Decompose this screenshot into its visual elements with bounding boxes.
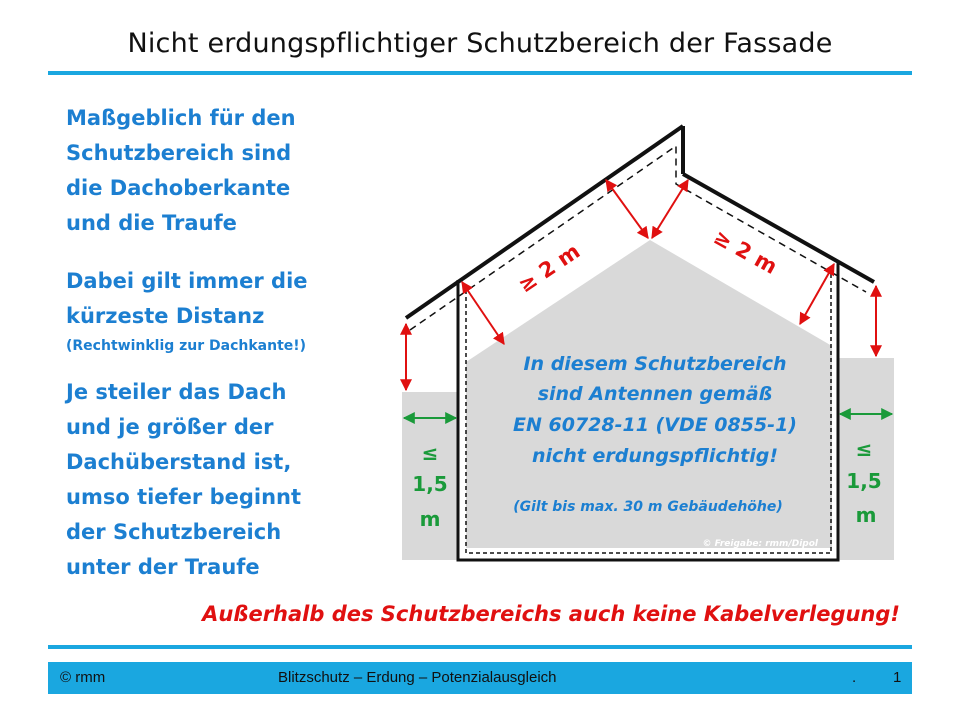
side-label-right-value: 1,5 — [846, 469, 882, 493]
distance-arrow-eave-right — [800, 264, 834, 324]
text-line: Maßgeblich für den — [66, 106, 296, 130]
text-line: die Dachoberkante — [66, 176, 291, 200]
credit-label: © Freigabe: rmm/Dipol — [702, 539, 818, 549]
zone-text-line: sind Antennen gemäß — [537, 383, 773, 405]
page-title: Nicht erdungspflichtiger Schutzbereich der Fassade — [127, 28, 833, 59]
side-label-left-symbol: ≤ — [421, 441, 439, 465]
text-line: Dabei gilt immer die — [66, 269, 308, 293]
text-line: unter der Traufe — [66, 555, 260, 579]
zone-text-line: nicht erdungspflichtig! — [531, 445, 779, 467]
footer-bar — [48, 662, 912, 694]
side-label-right-unit: m — [855, 503, 877, 527]
side-label-right-symbol: ≤ — [855, 437, 873, 461]
text-line: und je größer der — [66, 415, 274, 439]
zone-text-line: In diesem Schutzbereich — [523, 353, 787, 375]
text-line: und die Traufe — [66, 211, 237, 235]
side-label-left-unit: m — [419, 507, 441, 531]
distance-label-right: ≥ 2 m — [709, 224, 782, 280]
footer-page-number: 1 — [893, 669, 902, 686]
zone-text-line: EN 60728-11 (VDE 0855-1) — [513, 414, 797, 436]
warning-text: Außerhalb des Schutzbereichs auch keine Kabelverlegung! — [202, 602, 900, 626]
text-line: der Schutzbereich — [66, 520, 282, 544]
text-line: Je steiler das Dach — [66, 380, 287, 404]
footer-copyright: © rmm — [60, 669, 106, 686]
distance-arrow-roof-left — [606, 180, 648, 238]
text-line: Dachüberstand ist, — [66, 450, 292, 474]
zone-note: (Gilt bis max. 30 m Gebäudehöhe) — [513, 499, 783, 515]
distance-label-left: ≥ 2 m — [513, 239, 585, 298]
footer-rule — [48, 645, 912, 649]
text-line: kürzeste Distanz — [66, 304, 265, 328]
distance-arrow-eave-left — [462, 282, 504, 344]
side-label-left-value: 1,5 — [412, 472, 448, 496]
left-block-2-note: (Rechtwinklig zur Dachkante!) — [66, 338, 307, 354]
roof-right-edge — [683, 174, 874, 282]
distance-arrow-roof-right — [652, 180, 688, 238]
text-line: umso tiefer beginnt — [66, 485, 302, 509]
footer-dot: . — [852, 669, 857, 686]
footer-title: Blitzschutz – Erdung – Potenzialausgleich — [278, 669, 557, 686]
text-line: Schutzbereich sind — [66, 141, 292, 165]
